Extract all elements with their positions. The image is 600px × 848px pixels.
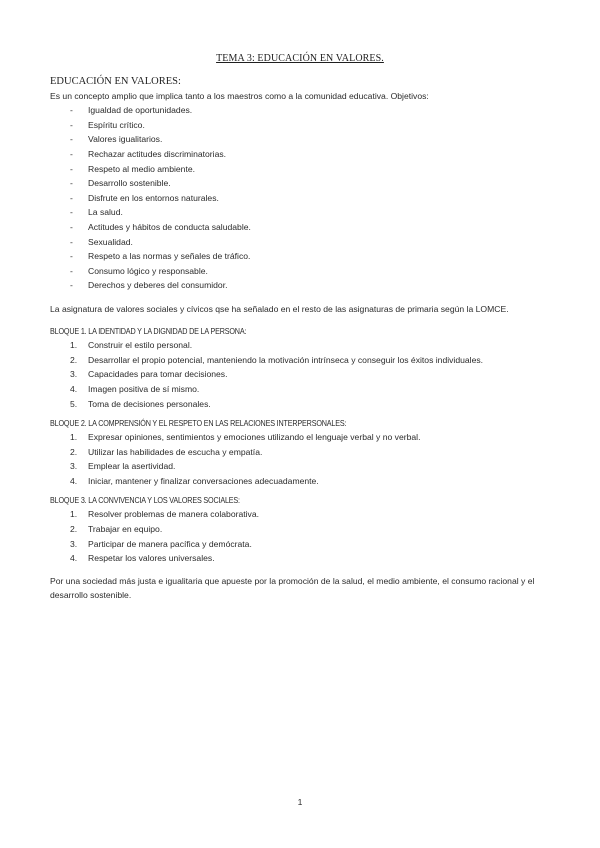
objective-text: Rechazar actitudes discriminatorias. [88,148,227,159]
item-text: Resolver problemas de manera colaborativa. [88,509,260,520]
dash-marker: - [70,192,73,203]
list-item [50,353,550,368]
bloque-1-heading: BLOQUE 1. LA IDENTIDAD Y LA DIGNIDAD DE LA PERSONA: [50,326,247,337]
objectives-list [50,103,550,293]
objective-text: Desarrollo sostenible. [88,178,171,189]
dash-marker: - [70,119,73,130]
bloque-1-list [50,338,550,411]
item-number: 5. [70,398,78,409]
dash-marker: - [70,178,73,189]
list-item [50,278,550,293]
spacer [50,66,550,71]
dash-marker: - [70,236,73,247]
objective-text: Consumo lógico y responsable. [88,265,208,276]
item-text: Emplear la asertividad. [88,461,176,472]
objective-text: La salud. [88,207,123,218]
list-item [50,367,550,382]
dash-marker: - [70,105,73,116]
list-item [50,205,550,220]
item-number: 4. [70,553,78,564]
item-text: Trabajar en equipo. [88,524,163,535]
objective-text: Derechos y deberes del consumidor. [88,280,228,291]
item-number: 3. [70,461,78,472]
list-item [50,397,550,412]
bloque-3-heading: BLOQUE 3. LA CONVIVENCIA Y LOS VALORES SOCIALES: [50,495,240,506]
objective-text: Valores igualitarios. [88,134,163,145]
item-number: 2. [70,446,78,457]
list-item [50,103,550,118]
intro-paragraph: Es un concepto amplio que implica tanto a los maestros como a la comunidad educativa. Objetivos: [50,91,429,101]
list-item [50,264,550,279]
item-text: Toma de decisiones personales. [88,398,211,409]
item-number: 1. [70,340,78,351]
list-item [50,132,550,147]
item-text: Imagen positiva de sí mismo. [88,383,200,394]
item-text: Expresar opiniones, sentimientos y emociones utilizando el lenguaje verbal y no verbal. [88,432,421,443]
list-item [50,522,550,537]
item-number: 2. [70,524,78,535]
list-item [50,474,550,489]
objective-text: Actitudes y hábitos de conducta saludable. [88,221,251,232]
closing-paragraph: Por una sociedad más justa e igualitaria que apueste por la promoción de la salud, el medio ambiente, el consumo racional y el desarrollo sostenible. [50,575,535,601]
item-number: 3. [70,538,78,549]
list-item [50,220,550,235]
item-number: 4. [70,383,78,394]
item-text: Desarrollar el propio potencial, manteniendo la motivación intrínseca y conseguir los éxitos individuales. [88,354,484,365]
list-item [50,147,550,162]
dash-marker: - [70,148,73,159]
objective-text: Respeto a las normas y señales de tráfico. [88,251,251,262]
dash-marker: - [70,265,73,276]
dash-marker: - [70,163,73,174]
document-page [50,52,550,602]
item-text: Iniciar, mantener y finalizar conversaciones adecuadamente. [88,475,319,486]
bloque-2-heading: BLOQUE 2. LA COMPRENSIÓN Y EL RESPETO EN LAS RELACIONES INTERPERSONALES: [50,418,347,429]
item-number: 1. [70,432,78,443]
objective-text: Disfrute en los entornos naturales. [88,192,219,203]
bloque-3-list [50,507,550,565]
dash-marker: - [70,280,73,291]
item-text: Construir el estilo personal. [88,340,193,351]
list-item [50,507,550,522]
spacer [50,566,550,574]
objective-text: Igualdad de oportunidades. [88,105,193,116]
list-item [50,235,550,250]
item-text: Respetar los valores universales. [88,553,215,564]
asignatura-paragraph: La asignatura de valores sociales y cívicos qse ha señalado en el resto de las asignaturas de primaria según la LOMCE. [50,303,509,314]
list-item [50,430,550,445]
list-item [50,537,550,552]
list-item [50,249,550,264]
objective-text: Sexualidad. [88,236,133,247]
item-text: Capacidades para tomar decisiones. [88,369,228,380]
list-item [50,176,550,191]
list-item [50,459,550,474]
item-number: 1. [70,509,78,520]
spacer [50,293,550,302]
item-number: 4. [70,475,78,486]
list-item [50,338,550,353]
dash-marker: - [70,134,73,145]
section-heading: EDUCACIÓN EN VALORES: [50,76,181,87]
dash-marker: - [70,251,73,262]
item-text: Utilizar las habilidades de escucha y empatía. [88,446,263,457]
item-number: 2. [70,354,78,365]
list-item [50,162,550,177]
list-item [50,551,550,566]
bloque-2-list [50,430,550,488]
document-title: TEMA 3: EDUCACIÓN EN VALORES. [216,53,384,64]
list-item [50,118,550,133]
dash-marker: - [70,207,73,218]
item-text: Participar de manera pacífica y demócrata. [88,538,252,549]
dash-marker: - [70,221,73,232]
list-item [50,445,550,460]
spacer [50,316,550,324]
objective-text: Respeto al medio ambiente. [88,163,196,174]
objective-text: Espíritu crítico. [88,119,145,130]
page-number: 1 [297,797,303,807]
item-number: 3. [70,369,78,380]
list-item [50,382,550,397]
list-item [50,191,550,206]
